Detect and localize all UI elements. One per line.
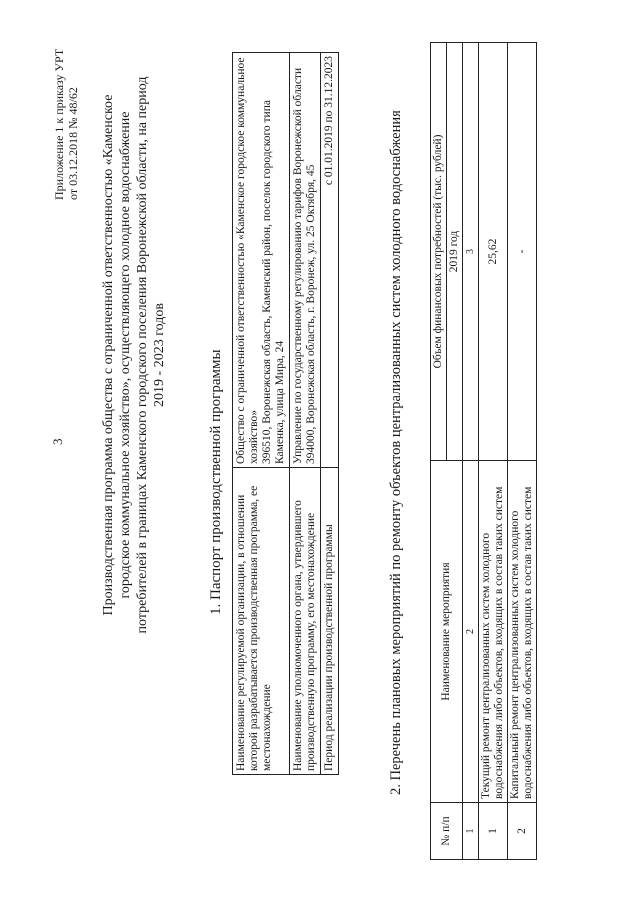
passport-value: [321, 53, 339, 468]
table-row: [233, 53, 290, 775]
row-value: -: [508, 43, 537, 461]
index-cell: 2: [463, 461, 479, 803]
row-num: 2: [508, 803, 537, 860]
passport-label: Наименование уполномоченного органа, утвердившего производственную программу, его местонахождение: [290, 468, 321, 775]
header-name: Наименование мероприятия: [431, 461, 463, 803]
header-year: 2019 год: [447, 43, 463, 461]
annex-line-1: Приложение 1 к приказу УРТ: [52, 48, 66, 200]
passport-value: [290, 53, 321, 468]
table-row: [479, 43, 508, 860]
table-row: [508, 43, 537, 860]
annex-note: [52, 30, 80, 200]
passport-value-line: 396510, Воронежская область, Каменский район, поселок городского типа Каменка, улица Мира, 24: [261, 100, 286, 464]
section-2-heading: 2. Перечень плановых мероприятий по ремонту объектов централизованных систем холодного водоснабжения: [388, 110, 404, 795]
annex-line-2: от 03.12.2018 № 48/62: [66, 87, 80, 200]
passport-label: Период реализации производственной программы: [321, 468, 339, 775]
passport-value-line: Общество с ограниченной ответственностью «Каменское городское коммунальное хозяйство»: [235, 57, 260, 464]
passport-value-line: 394000, Воронежская область, г. Воронеж, ул. 25 Октября, 45: [305, 164, 317, 464]
table-row: [321, 53, 339, 775]
header-num: № п/п: [431, 803, 463, 860]
table-row: [290, 53, 321, 775]
row-name: Капитальный ремонт централизованных систем холодного водоснабжения либо объектов, входящих в состав таких систем: [508, 461, 537, 803]
row-num: 1: [479, 803, 508, 860]
table-index-row: [463, 43, 479, 860]
passport-table: [232, 52, 339, 775]
passport-value: [233, 53, 290, 468]
row-value: 25,62: [479, 43, 508, 461]
table-header-row: [431, 43, 447, 860]
section-1-heading: 1. Паспорт производственной программы: [208, 349, 224, 615]
row-name: Текущий ремонт централизованных систем холодного водоснабжения либо объектов, входящих в состав таких систем: [479, 461, 508, 803]
page-number: 3: [50, 438, 65, 445]
passport-value-line: Управление по государственному регулированию тарифов Воронежской области: [292, 67, 304, 464]
document-title: Производственная программа общества с ограниченной ответственностью «Каменское городское коммунальное хозяйство», осуществляющего холодное водоснабжение потребителей в границах Каменского городского поселения Воронежской области, на период 2019 - 2023 годов: [101, 76, 167, 634]
index-cell: 3: [463, 43, 479, 461]
repair-measures-table: [430, 42, 537, 860]
index-cell: 1: [463, 803, 479, 860]
passport-label: Наименование регулируемой организации, в отношении которой разрабатывается производственная программа, ее местонахождение: [233, 468, 290, 775]
passport-value-line: с 01.01.2019 по 31.12.2023: [323, 56, 335, 186]
header-volume: Объем финансовых потребностей (тыс. рублей): [431, 43, 447, 461]
